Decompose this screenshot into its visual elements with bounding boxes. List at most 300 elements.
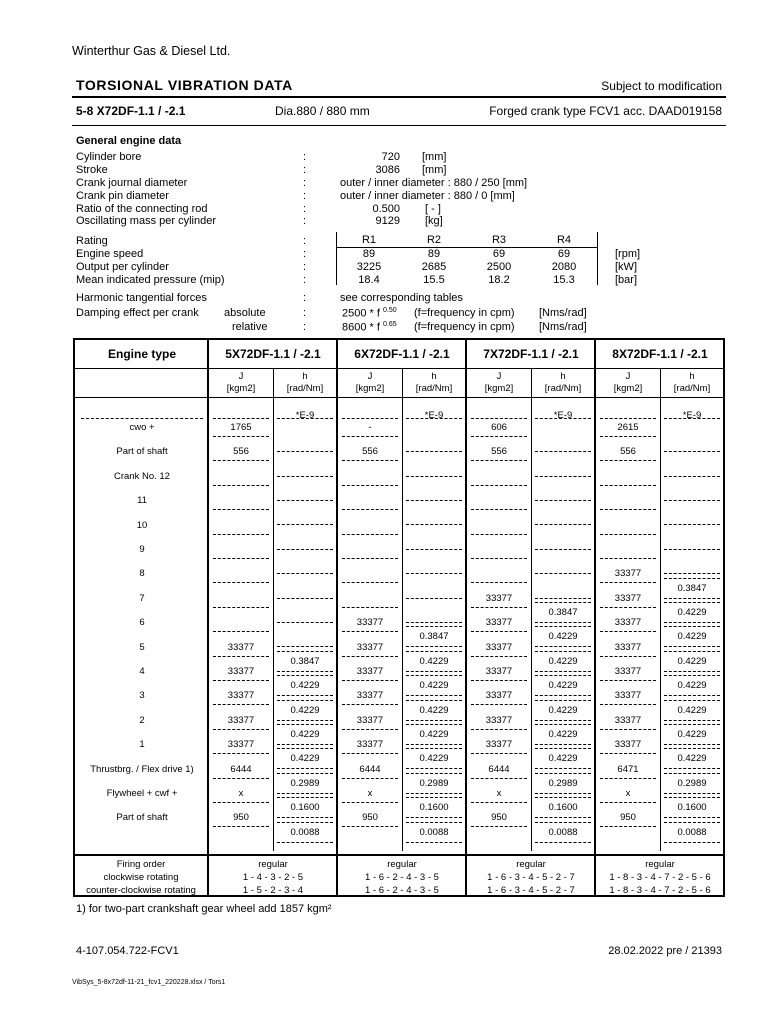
firing-type: regular — [258, 859, 288, 870]
row-separator — [535, 842, 591, 843]
row-separator — [535, 500, 591, 501]
row-separator — [664, 773, 720, 774]
row-separator — [471, 509, 527, 510]
row-separator — [600, 607, 656, 608]
row-separator — [406, 451, 462, 452]
row-label: cwo + — [129, 422, 155, 433]
row-separator — [277, 842, 333, 843]
engine-header-6cyl: 6X72DF-1.1 / -2.1 — [354, 347, 450, 361]
row-separator — [277, 598, 333, 599]
row-separator — [406, 573, 462, 574]
row-separator — [277, 748, 333, 749]
row-separator — [406, 476, 462, 477]
row-separator — [342, 778, 398, 779]
row-separator — [471, 753, 527, 754]
h-value: 0.4229 — [548, 631, 578, 643]
row-separator — [406, 797, 462, 798]
h-header: h — [560, 371, 566, 382]
row-separator — [664, 578, 720, 579]
j-value: 6444 — [488, 763, 510, 775]
row-separator — [213, 460, 269, 461]
row-separator — [535, 720, 591, 721]
row-label: 11 — [137, 495, 147, 507]
row-separator — [535, 793, 591, 794]
row-separator — [277, 744, 333, 745]
h-value: 0.4229 — [548, 704, 578, 716]
row-separator — [600, 656, 656, 657]
row-separator — [277, 671, 333, 672]
crank-journal-value: outer / inner diameter : 880 / 250 [mm] — [340, 177, 528, 189]
j-unit: [kgm2] — [226, 383, 256, 394]
row-separator — [664, 476, 720, 477]
colon: : — [303, 190, 307, 202]
row-separator — [342, 607, 398, 608]
h-value: 0.4229 — [419, 729, 449, 740]
firing-order-label: Firing order — [116, 859, 166, 870]
row-separator — [664, 626, 720, 627]
row-separator — [277, 524, 333, 525]
osc-mass-value: 9129 — [375, 215, 400, 227]
j-value: 33377 — [614, 641, 642, 653]
output-unit: [kW] — [615, 261, 637, 273]
row-separator — [471, 704, 527, 705]
firing-ccw: 1 - 8 - 3 - 4 - 7 - 2 - 5 - 6 — [609, 885, 711, 896]
row-separator — [600, 485, 656, 486]
row-separator — [277, 418, 333, 419]
j-value: 33377 — [227, 714, 255, 726]
row-separator — [406, 500, 462, 501]
crank-type: Forged crank type FCV1 acc. DAAD019158 — [489, 104, 722, 118]
h-value: 0.3847 — [677, 582, 707, 594]
j-value: 33377 — [485, 666, 513, 677]
firing-cw: 1 - 6 - 2 - 4 - 3 - 5 — [365, 872, 439, 883]
row-separator — [664, 744, 720, 745]
row-separator — [664, 622, 720, 623]
row-separator — [213, 418, 269, 419]
stroke-unit: [mm] — [422, 164, 447, 176]
conrod-ratio-value: 0.500 — [372, 203, 400, 215]
row-separator — [664, 500, 720, 501]
crank-pin-label: Crank pin diameter — [76, 190, 169, 202]
row-label: 1 — [139, 739, 145, 751]
speed-unit: [rpm] — [615, 248, 641, 260]
h-value: 0.4229 — [290, 729, 320, 740]
engine-speed-label: Engine speed — [76, 248, 144, 260]
firing-cw: 1 - 6 - 3 - 4 - 5 - 2 - 7 — [487, 872, 575, 883]
speed-r2: 89 — [427, 248, 441, 260]
row-separator — [471, 729, 527, 730]
row-separator — [535, 646, 591, 647]
row-separator — [664, 797, 720, 798]
row-separator — [277, 646, 333, 647]
row-separator — [277, 549, 333, 550]
row-separator — [535, 671, 591, 672]
damping-relative-formula — [342, 321, 397, 334]
row-separator — [535, 524, 591, 525]
j-unit: [kgm2] — [613, 383, 643, 394]
row-separator — [535, 748, 591, 749]
row-separator — [277, 675, 333, 676]
j-value: 33377 — [485, 739, 513, 751]
h-header: h — [302, 371, 308, 382]
row-separator — [406, 646, 462, 647]
row-separator — [535, 651, 591, 652]
row-separator — [277, 724, 333, 725]
row-separator — [406, 622, 462, 623]
units-rule — [75, 397, 723, 398]
clockwise-label: clockwise rotating — [103, 872, 179, 883]
h-value: 0.0088 — [677, 826, 707, 838]
row-separator — [406, 695, 462, 696]
colon: : — [303, 164, 307, 176]
row-separator — [535, 626, 591, 627]
j-value: 33377 — [356, 617, 384, 629]
header-rule — [75, 368, 723, 369]
j-value: x — [496, 788, 502, 799]
j-value: 33377 — [614, 592, 642, 604]
j-value: 33377 — [485, 690, 513, 702]
row-separator — [664, 822, 720, 823]
h-unit: [rad/Nm] — [286, 383, 324, 394]
row-separator — [535, 797, 591, 798]
row-separator — [664, 720, 720, 721]
colon: : — [303, 235, 307, 247]
row-separator — [213, 826, 269, 827]
h-value: 0.0088 — [548, 826, 578, 838]
colon: : — [303, 248, 307, 260]
row-label: 3 — [139, 690, 145, 702]
row-separator — [342, 802, 398, 803]
row-label: 2 — [139, 714, 145, 726]
engine-type-header: Engine type — [107, 347, 176, 361]
j-value: 950 — [233, 812, 249, 824]
row-separator — [213, 631, 269, 632]
row-separator — [277, 622, 333, 623]
output-r4: 2080 — [551, 261, 577, 273]
row-separator — [471, 460, 527, 461]
row-label: Part of shaft — [116, 446, 168, 458]
h-value: 0.4229 — [419, 680, 449, 692]
harmonic-label: Harmonic tangential forces — [76, 292, 207, 304]
subject-note: Subject to modification — [601, 79, 722, 93]
row-separator — [406, 598, 462, 599]
engine-header-5cyl: 5X72DF-1.1 / -2.1 — [225, 347, 321, 361]
row-separator — [342, 558, 398, 559]
row-separator — [213, 582, 269, 583]
exponent-label: *E-9 — [295, 410, 315, 421]
exponent-label: *E-9 — [682, 410, 702, 421]
h-value: 0.0088 — [419, 826, 449, 838]
h-value: 0.3847 — [548, 607, 578, 618]
h-value: 0.4229 — [290, 680, 320, 692]
footnote: 1) for two-part crankshaft gear wheel add 1857 kgm² — [76, 903, 332, 915]
row-separator — [535, 573, 591, 574]
row-separator — [664, 598, 720, 599]
row-separator — [471, 656, 527, 657]
rating-label: Rating — [76, 235, 108, 247]
mip-r4: 15.3 — [553, 274, 575, 286]
h-value: 0.4229 — [548, 753, 578, 765]
h-value: 0.2989 — [419, 777, 449, 789]
j-value: 33377 — [614, 690, 642, 702]
j-value: x — [625, 788, 631, 799]
row-separator — [535, 602, 591, 603]
row-separator — [664, 675, 720, 676]
j-value: 556 — [491, 446, 507, 458]
bore-label: Cylinder bore — [76, 151, 142, 163]
absolute-exponent: 0.50 — [382, 307, 397, 314]
damping-freq-note-2: (f=frequency in cpm) — [414, 321, 515, 333]
h-value: 0.4229 — [677, 729, 707, 740]
row-separator — [664, 418, 720, 419]
row-separator — [406, 626, 462, 627]
row-label: 4 — [139, 666, 145, 677]
row-separator — [600, 436, 656, 437]
j-unit: [kgm2] — [355, 383, 385, 394]
firing-type: regular — [645, 859, 675, 870]
row-separator — [664, 724, 720, 725]
row-separator — [277, 476, 333, 477]
row-separator — [213, 485, 269, 486]
row-separator — [664, 700, 720, 701]
row-separator — [342, 534, 398, 535]
firing-ccw: 1 - 6 - 2 - 4 - 3 - 5 — [365, 885, 439, 896]
firing-ccw: 1 - 6 - 3 - 4 - 5 - 2 - 7 — [487, 885, 575, 896]
j-value: 1765 — [230, 422, 252, 433]
h-unit: [rad/Nm] — [415, 383, 453, 394]
h-value: 0.4229 — [677, 655, 707, 667]
row-separator — [535, 418, 591, 419]
row-separator — [535, 700, 591, 701]
row-separator — [600, 729, 656, 730]
j-value: 33377 — [614, 739, 642, 751]
title-rule — [72, 96, 726, 98]
output-r3: 2500 — [486, 261, 512, 273]
speed-r1: 89 — [362, 248, 376, 260]
absolute-base: 2500 * f — [342, 307, 380, 320]
general-data-title: General engine data — [76, 135, 182, 147]
row-separator — [471, 607, 527, 608]
j-value: x — [367, 788, 373, 799]
row-separator — [600, 704, 656, 705]
j-value: 33377 — [356, 714, 384, 726]
mip-r2: 15.5 — [423, 274, 445, 286]
row-separator — [535, 817, 591, 818]
row-separator — [535, 598, 591, 599]
colon: : — [303, 321, 307, 333]
j-value: 33377 — [227, 641, 255, 653]
row-separator — [600, 558, 656, 559]
row-separator — [471, 826, 527, 827]
h-value: 0.4229 — [548, 729, 578, 740]
row-separator — [600, 802, 656, 803]
firing-type: regular — [387, 859, 417, 870]
row-separator — [535, 451, 591, 452]
row-separator — [600, 753, 656, 754]
row-separator — [342, 436, 398, 437]
bore-value: 720 — [381, 151, 400, 163]
row-label: 5 — [139, 641, 145, 653]
row-label: Thrustbrg. / Flex drive 1) — [90, 763, 194, 775]
relative-exponent: 0.65 — [382, 321, 397, 328]
row-separator — [664, 573, 720, 574]
output-label: Output per cylinder — [76, 261, 169, 273]
colon: : — [303, 261, 307, 273]
crank-journal-label: Crank journal diameter — [76, 177, 188, 189]
row-separator — [535, 768, 591, 769]
row-separator — [342, 509, 398, 510]
rating-r3: R3 — [491, 234, 507, 246]
row-separator — [213, 558, 269, 559]
j-unit: [kgm2] — [484, 383, 514, 394]
mip-r1: 18.4 — [358, 274, 380, 286]
h-value: 0.4229 — [677, 704, 707, 716]
row-separator — [600, 460, 656, 461]
row-separator — [406, 671, 462, 672]
conrod-ratio-label: Ratio of the connecting rod — [76, 203, 208, 215]
page-title: TORSIONAL VIBRATION DATA — [76, 77, 293, 93]
j-value: 950 — [491, 812, 507, 824]
j-value: 33377 — [356, 739, 384, 751]
h-value: 0.2989 — [548, 777, 578, 789]
colon: : — [303, 151, 307, 163]
document-number: 4-107.054.722-FCV1 — [76, 945, 179, 957]
firing-rule — [75, 854, 723, 856]
row-separator — [342, 826, 398, 827]
row-separator — [277, 451, 333, 452]
exponent-label: *E-9 — [553, 410, 573, 421]
row-separator — [535, 695, 591, 696]
row-separator — [406, 720, 462, 721]
row-separator — [406, 822, 462, 823]
row-separator — [342, 680, 398, 681]
row-separator — [664, 793, 720, 794]
h-header: h — [431, 371, 437, 382]
row-separator — [664, 695, 720, 696]
row-separator — [277, 500, 333, 501]
row-separator — [600, 680, 656, 681]
rating-r4: R4 — [556, 234, 572, 246]
row-separator — [406, 700, 462, 701]
osc-mass-label: Oscillating mass per cylinder — [76, 215, 216, 227]
h-unit: [rad/Nm] — [544, 383, 582, 394]
h-value: 0.4229 — [419, 655, 449, 667]
colon: : — [303, 203, 307, 215]
row-separator — [535, 549, 591, 550]
j-value: 33377 — [614, 568, 642, 580]
j-value: 33377 — [356, 641, 384, 653]
h-value: 0.4229 — [677, 607, 707, 618]
row-separator — [342, 753, 398, 754]
row-separator — [600, 631, 656, 632]
file-name: VibSys_5-8x72df-11-21_fcv1_220228.xlsx / Tors1 — [72, 979, 226, 986]
row-separator — [277, 817, 333, 818]
row-separator — [406, 768, 462, 769]
row-separator — [471, 436, 527, 437]
row-separator — [535, 724, 591, 725]
row-separator — [213, 509, 269, 510]
row-separator — [664, 748, 720, 749]
damping-absolute-formula — [342, 307, 397, 320]
row-separator — [471, 558, 527, 559]
j-value: 556 — [233, 446, 249, 458]
row-separator — [342, 631, 398, 632]
row-label: Crank No. 12 — [114, 470, 170, 482]
damping-unit: [Nms/rad] — [539, 307, 587, 319]
row-separator — [406, 748, 462, 749]
row-separator — [471, 534, 527, 535]
row-separator — [664, 768, 720, 769]
firing-cw: 1 - 4 - 3 - 2 - 5 — [242, 872, 304, 883]
h-value: 0.4229 — [677, 631, 707, 643]
row-separator — [471, 802, 527, 803]
row-separator — [277, 651, 333, 652]
colon: : — [303, 274, 307, 286]
crank-pin-value: outer / inner diameter : 880 / 0 [mm] — [340, 190, 515, 202]
j-value: 33377 — [485, 592, 513, 604]
h-value: 0.4229 — [548, 655, 578, 667]
rating-r2: R2 — [426, 234, 442, 246]
row-separator — [600, 534, 656, 535]
row-separator — [535, 476, 591, 477]
j-value: 33377 — [614, 617, 642, 629]
row-separator — [600, 826, 656, 827]
row-separator — [406, 418, 462, 419]
row-separator — [277, 573, 333, 574]
row-separator — [342, 418, 398, 419]
osc-mass-unit: [kg] — [425, 215, 443, 227]
j-value: 950 — [620, 812, 636, 824]
row-separator — [213, 656, 269, 657]
row-separator — [664, 602, 720, 603]
row-separator — [406, 842, 462, 843]
row-separator — [213, 436, 269, 437]
row-separator — [277, 773, 333, 774]
row-separator — [471, 485, 527, 486]
row-separator — [406, 773, 462, 774]
damping-unit-2: [Nms/rad] — [539, 321, 587, 333]
row-separator — [342, 485, 398, 486]
row-separator — [600, 778, 656, 779]
h-value: 0.1600 — [419, 802, 449, 814]
j-value: 950 — [362, 812, 378, 824]
h-header: h — [689, 371, 695, 382]
row-separator — [342, 460, 398, 461]
row-separator — [535, 773, 591, 774]
row-separator — [664, 549, 720, 550]
row-separator — [342, 582, 398, 583]
j-value: 33377 — [356, 690, 384, 702]
j-value: 33377 — [485, 641, 513, 653]
row-separator — [406, 651, 462, 652]
h-value: 0.4229 — [677, 680, 707, 692]
row-separator — [406, 793, 462, 794]
h-value: 0.1600 — [677, 802, 707, 814]
j-value: 556 — [620, 446, 636, 458]
h-value: 0.3847 — [290, 655, 320, 667]
colon: : — [303, 292, 307, 304]
mip-unit: [bar] — [615, 274, 638, 286]
h-value: 0.3847 — [419, 631, 449, 643]
stroke-label: Stroke — [76, 164, 108, 176]
row-label: 10 — [136, 519, 148, 531]
company-name: Winterthur Gas & Diesel Ltd. — [72, 44, 231, 58]
row-separator — [213, 704, 269, 705]
row-separator — [600, 582, 656, 583]
h-value: 0.4229 — [677, 753, 707, 765]
row-separator — [213, 607, 269, 608]
row-separator — [406, 675, 462, 676]
